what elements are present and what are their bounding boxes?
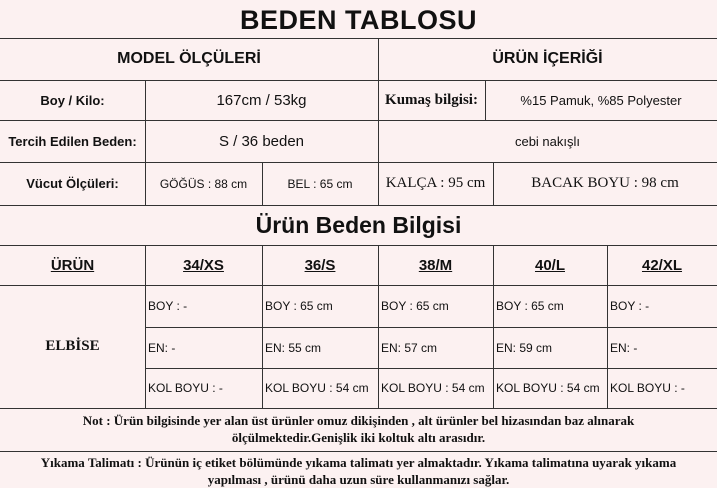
size-header-36-s: 36/S	[304, 256, 336, 274]
waist-measurement: BEL : 65 cm	[287, 176, 353, 191]
size-cell: EN: -	[148, 340, 176, 355]
size-header-34-xs: 34/XS	[183, 256, 224, 274]
fabric-value: %15 Pamuk, %85 Polyester	[520, 92, 682, 108]
grid-line	[0, 451, 717, 452]
note-line-2: ölçülmektedir.Genişlik iki koltuk altı arasıdır.	[231, 430, 486, 445]
measurement-note	[0, 412, 717, 446]
product-section-header: ÜRÜN İÇERİĞİ	[492, 50, 603, 67]
size-header-38-m: 38/M	[418, 256, 453, 274]
preferred-size-value: S / 36 beden	[218, 132, 305, 150]
washing-line-1: Yıkama Talimatı : Ürünün iç etiket bölümünde yıkama talimatı yer almaktadır. Yıkama talimatına uyarak yıkama	[40, 455, 677, 470]
note-line-1: Not : Ürün bilgisinde yer alan üst ürünler omuz dikişinden , alt ürünler bel hizasından baz alınarak	[82, 413, 635, 428]
size-cell: EN: 55 cm	[265, 340, 322, 355]
size-cell: BOY : 65 cm	[496, 299, 564, 313]
size-cell: KOL BOYU : 54 cm	[265, 381, 369, 395]
size-cell: BOY : 65 cm	[265, 299, 333, 313]
product-detail: cebi nakışlı	[514, 133, 581, 149]
preferred-size-label: Tercih Edilen Beden:	[8, 133, 137, 149]
size-cell: KOL BOYU : -	[610, 381, 685, 395]
washing-line-2: yapılması , ürünü daha uzun süre kullanmanızı sağlar.	[207, 472, 510, 487]
model-section-header: MODEL ÖLÇÜLERİ	[117, 50, 261, 67]
grid-line	[0, 205, 717, 206]
size-info-title: Ürün Beden Bilgisi	[255, 212, 462, 238]
product-column-header: ÜRÜN	[50, 256, 95, 274]
hip-measurement: KALÇA : 95 cm	[385, 175, 486, 191]
product-name: ELBİSE	[45, 338, 100, 354]
height-weight-value: 167cm / 53kg	[216, 91, 307, 109]
washing-instructions	[0, 454, 717, 488]
grid-line	[0, 408, 717, 409]
chest-measurement: GÖĞÜS : 88 cm	[159, 176, 248, 191]
height-weight-label: Boy / Kilo:	[40, 92, 105, 108]
size-cell: EN: 57 cm	[381, 340, 438, 355]
fabric-label: Kumaş bilgisi:	[385, 91, 478, 108]
page-title: BEDEN TABLOSU	[239, 5, 477, 35]
size-cell: EN: -	[610, 340, 638, 355]
size-cell: BOY : -	[148, 299, 188, 313]
leg-length-measurement: BACAK BOYU : 98 cm	[531, 175, 679, 191]
size-cell: BOY : 65 cm	[381, 299, 449, 313]
size-cell: KOL BOYU : 54 cm	[496, 381, 600, 395]
size-cell: KOL BOYU : 54 cm	[381, 381, 485, 395]
size-header-40-l: 40/L	[534, 256, 565, 274]
body-measurements-label: Vücut Ölçüleri:	[26, 176, 119, 191]
size-header-42-xl: 42/XL	[641, 256, 683, 274]
size-cell: EN: 59 cm	[496, 340, 553, 355]
size-cell: BOY : -	[610, 299, 650, 313]
size-cell: KOL BOYU : -	[148, 381, 223, 395]
